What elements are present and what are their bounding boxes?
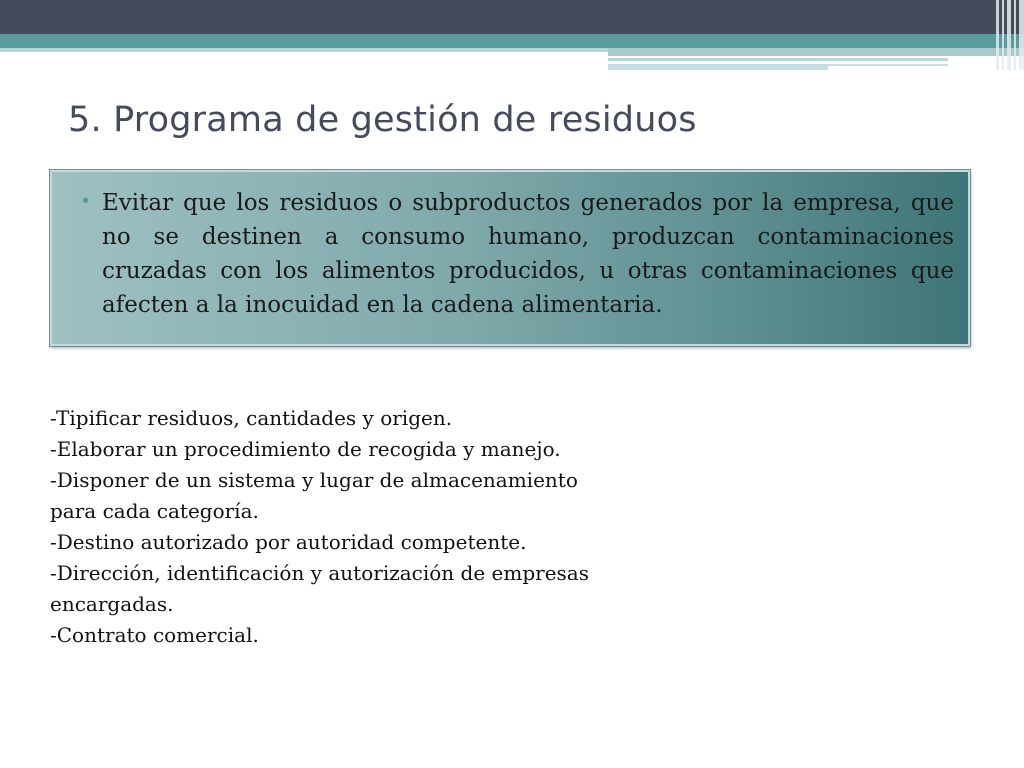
list-item: -Elaborar un procedimiento de recogida y manejo. (50, 437, 561, 461)
list-item: -Tipificar residuos, cantidades y origen. (50, 406, 453, 430)
header-band-light-right (608, 48, 1024, 56)
header-line-2 (608, 64, 828, 70)
callout-text: Evitar que los residuos o subproductos generados por la empresa, que no se destinen a consumo humano, produzcan contaminaciones cruzadas con los alimentos producidos, u otras contaminaciones que afecten a la inocuidad en la cadena alimentaria. (102, 190, 954, 318)
requirements-list (50, 403, 590, 651)
bullet-icon: • (80, 190, 92, 212)
list-item: -Contrato comercial. (50, 623, 259, 647)
list-item: -Disponer de un sistema y lugar de almacenamiento para cada categoría. (50, 468, 578, 523)
list-item: -Dirección, identificación y autorización de empresas encargadas. (50, 561, 589, 616)
stripe (1007, 0, 1011, 70)
header-line-1 (608, 58, 948, 61)
stripe (1019, 0, 1024, 70)
header-line-3 (828, 64, 948, 66)
header-band-teal (0, 34, 1024, 48)
highlight-callout-box (50, 170, 970, 346)
header-band-dark (0, 0, 1024, 34)
slide-title: 5. Programa de gestión de residuos (68, 100, 697, 140)
stripe (1014, 0, 1016, 70)
stripe (996, 0, 999, 70)
callout-bullet-item (80, 186, 954, 322)
stripe (1002, 0, 1004, 70)
header-vertical-stripes (990, 0, 1024, 70)
header-band-light-left (0, 48, 608, 52)
list-item: -Destino autorizado por autoridad competente. (50, 530, 527, 554)
